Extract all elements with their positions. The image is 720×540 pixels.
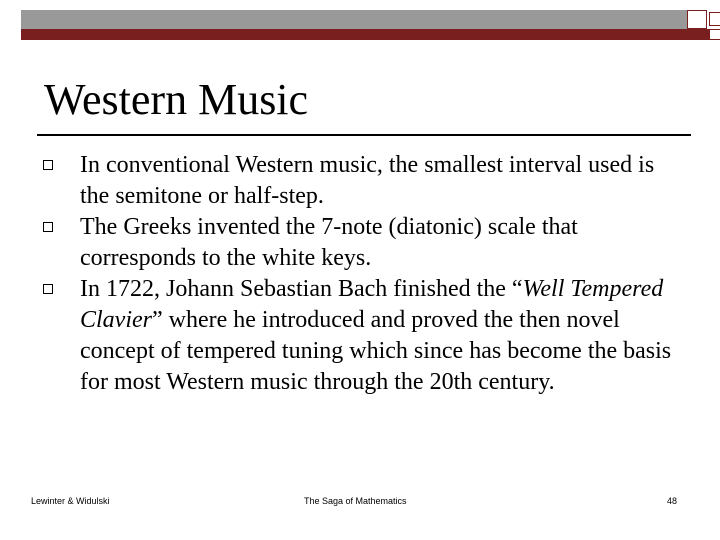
page-number: 48 [666,496,677,506]
bullet-text-end: ” where he introduced and proved the then novel concept of tempered tuning which since has become the basis for most Western music through the 20th century. [80,307,672,395]
bullet-text: In conventional Western music, the smallest interval used is the semitone or half-step. [80,152,655,209]
header-decoration-bar [21,10,709,40]
title-underline [37,134,691,136]
decor-square-top [687,10,707,29]
square-bullet-icon [43,160,53,170]
work-title: Well Tempered Clavier [80,276,664,333]
decor-square-bottom [687,29,707,40]
bullet-item [42,150,682,212]
bullet-item [42,274,682,398]
header-gray-strip [21,10,687,29]
bullet-item [42,212,682,274]
bullet-list [42,150,682,398]
decor-square-right-top [709,12,720,26]
bullet-text-start: In 1722, Johann Sebastian Bach finished the “ [80,276,523,302]
footer-book-title: The Saga of Mathematics [304,496,407,506]
square-bullet-icon [43,284,53,294]
slide-title: Western Music [44,75,309,124]
decor-square-right-bottom [709,29,720,40]
footer-authors: Lewinter & Widulski [31,496,110,506]
square-bullet-icon [43,222,53,232]
header-maroon-line [21,29,709,40]
bullet-text: The Greeks invented the 7-note (diatonic) scale that corresponds to the white keys. [80,214,578,271]
